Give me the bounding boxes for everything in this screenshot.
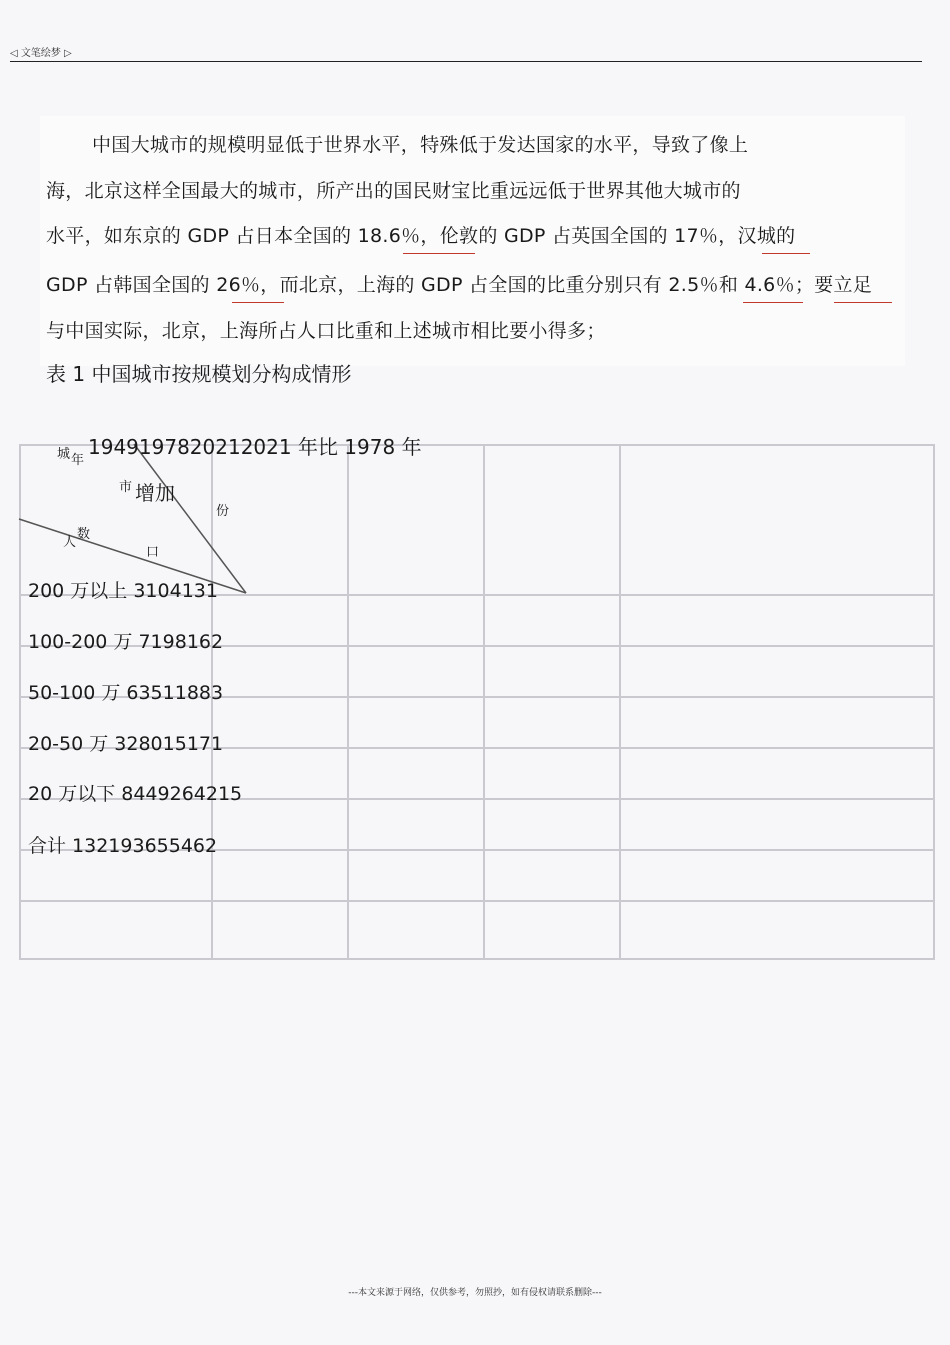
diag-label-cheng: 城 [57, 447, 71, 462]
table-row-label: 合计 132193655462 [28, 835, 218, 857]
page-footer: ---本文来源于网络，仅供参考，勿照抄，如有侵权请联系删除--- [348, 1288, 602, 1298]
table-row-label: 20 万以下 8449264215 [28, 783, 243, 805]
paragraph-line-2: 海，北京这样全国最大的城市，所产出的国民财宝比重远远低于世界其他大城市的 [46, 180, 741, 202]
table-row-label: 50-100 万 63511883 [28, 682, 224, 704]
paragraph-line-4: GDP 占韩国全国的 26％，而北京，上海的 GDP 占全国的比重分别只有 2.5％和 4.6％；要立足 [46, 274, 873, 296]
paragraph-line-1: 中国大城市的规模明显低于世界水平，特殊低于发达国家的水平，导致了像上 [92, 134, 749, 156]
table-caption: 表 1 中国城市按规模划分构成情形 [46, 362, 352, 386]
diag-label-shi: 市 [119, 480, 133, 495]
diag-label-shu: 数 [77, 527, 91, 542]
diag-label-nian: 年 [71, 453, 85, 468]
diag-label-kou: 口 [146, 545, 160, 560]
diag-label-zengjia: 增加 [135, 481, 175, 505]
header-years: 1949197820212021 年比 1978 年 [88, 435, 422, 459]
document-header: ◁ 文笔绘梦 ▷ [10, 48, 72, 59]
table-row-label: 20-50 万 328015171 [28, 733, 224, 755]
table-row-label: 200 万以上 3104131 [28, 580, 218, 602]
diag-label-fen: 份 [216, 504, 230, 519]
diag-label-ren: 人 [63, 535, 77, 550]
paragraph-line-5: 与中国实际，北京，上海所占人口比重和上述城市相比要小得多； [46, 320, 606, 342]
table-row-label: 100-200 万 7198162 [28, 631, 224, 653]
diagonal-line [134, 444, 246, 593]
paragraph-line-3: 水平，如东京的 GDP 占日本全国的 18.6％，伦敦的 GDP 占英国全国的 17％，汉城的 [46, 225, 796, 247]
